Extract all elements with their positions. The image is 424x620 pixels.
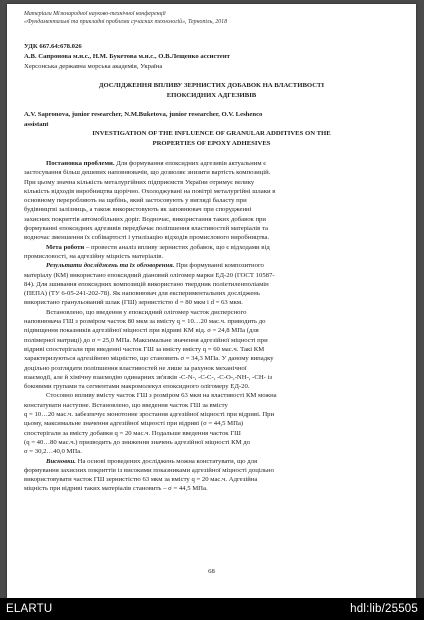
body-line: Встановлено, що введення у епоксидний олігомер часток дисперсного xyxy=(46,308,247,316)
title-ua-line1: ДОСЛІДЖЕННЯ ВПЛИВУ ЗЕРНИСТИХ ДОБАВОК НА ВЛАСТИВОСТІ xyxy=(98,82,325,89)
body-line: промисловості, на адгезійну міцність матеріалів. xyxy=(24,252,164,260)
body-line: будівництві залізниць, а також використовують як заповнювач при спорудженні xyxy=(24,206,252,214)
body-line: водночас зменшення їх собівартості і утилізацію відходів промислового виробництва. xyxy=(24,234,270,242)
authors-en-line2: assistant xyxy=(24,121,49,128)
page-number: 68 xyxy=(208,568,215,575)
article-body xyxy=(24,159,399,494)
body-line: σ = 30,2…40,0 МПа. xyxy=(24,448,82,456)
body-line: (ПЕПА) (ТУ 6-05-241-202-78). Як наповнювач для експериментальних досліджень xyxy=(24,290,260,298)
body-line: формуванні епоксидних адгезивів передбачає поліпшення властивостей матеріалів та xyxy=(24,225,268,233)
body-line: застосування більш дешевих наповнювачів, що дозволяє знизити вартість композицій. xyxy=(24,169,271,177)
body-line: констатувати наступне. Встановлено, що введення часток ГШ за вмісту xyxy=(24,401,228,409)
body-line: Висновки. На основі проведених досліджень можна констатувати, що для xyxy=(46,457,258,465)
footer-repository-label: ELARTU xyxy=(6,603,53,615)
conference-header-line2: «Фундаментальні та прикладні проблеми сучасних технологій», Тернопіль, 2018 xyxy=(24,19,228,25)
body-line: формування захисних покриттів із високими показниками адгезійної міцності доцільно xyxy=(24,466,274,474)
body-line: доцільно розглядати поліпшення властивостей не лише за рахунок механічної xyxy=(24,364,247,372)
body-line: Стосовно впливу вмісту часток ГШ з розміром 63 мкм на властивості КМ можна xyxy=(46,392,277,400)
body-line: полімерної матриці) до σ = 25,0 МПа. Максимальне значення адгезійної міцності при xyxy=(24,336,268,344)
body-line: матеріалу (КМ) використано епоксидний діановий олігомер марки ЕД-20 (ГОСТ 10587- xyxy=(24,271,275,279)
footer-handle-link[interactable]: hdl:lib/25505 xyxy=(350,603,418,615)
body-line: Мета роботи – провести аналіз впливу зернистих добавок, що є відходами від xyxy=(46,243,270,251)
title-en-line1: INVESTIGATION OF THE INFLUENCE OF GRANULAR ADDITIVES ON THE xyxy=(92,130,331,137)
body-line: цьому, максимальне значення адгезійної міцності при відриві (σ = 44,5 МПа) xyxy=(24,420,244,428)
document-page xyxy=(7,4,416,598)
body-line: 84). Для зшивання епоксидних композицій використано твердник поліетиленполіамін xyxy=(24,280,269,288)
body-line: міцність при відриві таких матеріалів становить – σ = 44,5 МПа. xyxy=(24,485,208,493)
title-ua-line2: ЕПОКСИДНИХ АДГЕЗИВІВ xyxy=(166,92,257,99)
conference-header-line1: Матеріали Міжнародної науково-технічної конференції xyxy=(24,11,166,17)
body-line: кількість відходів виробництва щорічно. Охолоджувані на повітрі металургійні шлаки в xyxy=(24,187,276,195)
body-line: спостерігали за вмісту добавки q = 20 мас.ч. Подальше введення часток ГШ xyxy=(24,429,241,437)
udc-code: УДК 667.64:678.026 xyxy=(24,43,82,50)
authors-en-line1: A.V. Sapronova, junior researcher, N.M.Buketova, junior researcher, O.V. Leshenco xyxy=(24,111,263,118)
body-line: наповнювача ГШ з розміром часток 80 мкм за вмісту q = 10…20 мас.ч. приводить до xyxy=(24,318,266,326)
body-line: (q = 40…80 мас.ч.) призводить до зниження значень адгезійної міцності КМ до xyxy=(24,438,250,446)
body-line: Постановка проблеми. Для формування епоксидних адгезивів актуальним є xyxy=(46,160,267,167)
footer-bar xyxy=(0,598,424,620)
body-line: використано гранульований шлак (ГШ) зернистістю d = 80 мкм і d = 63 мкм. xyxy=(24,299,243,307)
affiliation-ua: Херсонська державна морська академія, Україна xyxy=(24,63,163,70)
body-line: використовувати часток ГШ зернистістю 63 мкм за вмісту q = 20 мас.ч. Адгезійна xyxy=(24,476,258,484)
body-line: відриві спостерігали при введенні часток ГШ за вмісту вмісту q = 60 мас.ч. Такі КМ xyxy=(24,345,265,353)
body-line: основному переробляють на щебінь, який застосовують у вигляді баласту при xyxy=(24,197,247,205)
authors-ua: А.В. Сапронова м.н.с., Н.М. Букетова м.н.с., О.В.Лещенко ассистент xyxy=(24,53,230,60)
body-line: підвищення показників адгезійної міцності при відриві КМ від. σ = 24,8 МПа (для xyxy=(24,327,259,335)
body-line: боковими групами та сегментами макромолекул епоксидного олігомеру ЕД-20. xyxy=(24,383,250,391)
body-line: захисних покриттів автомобільних доріг. Водночас, використання таких добавок при xyxy=(24,215,266,223)
body-line: Результати досліджень та їх обговорення. При формуванні композитного xyxy=(46,262,264,270)
body-line: взаємодії, але й хімічну взаємодію одинарних зв'язків -С-N-, -С-С-, -С-О-,-NН-, -СН- із xyxy=(24,373,273,381)
title-en-line2: PROPERTIES OF EPOXY ADHESIVES xyxy=(152,140,271,147)
body-line: q = 10…20 мас.ч. забезпечує монотонне зростання адгезійної міцності при відриві. При xyxy=(24,411,275,419)
body-line: При цьому значна кількість металургійних підприємств України отримує велику xyxy=(24,178,255,186)
body-line: характеризуються адгезійною міцністю, що становить σ = 34,3 МПа. У даному випадку xyxy=(24,355,274,363)
